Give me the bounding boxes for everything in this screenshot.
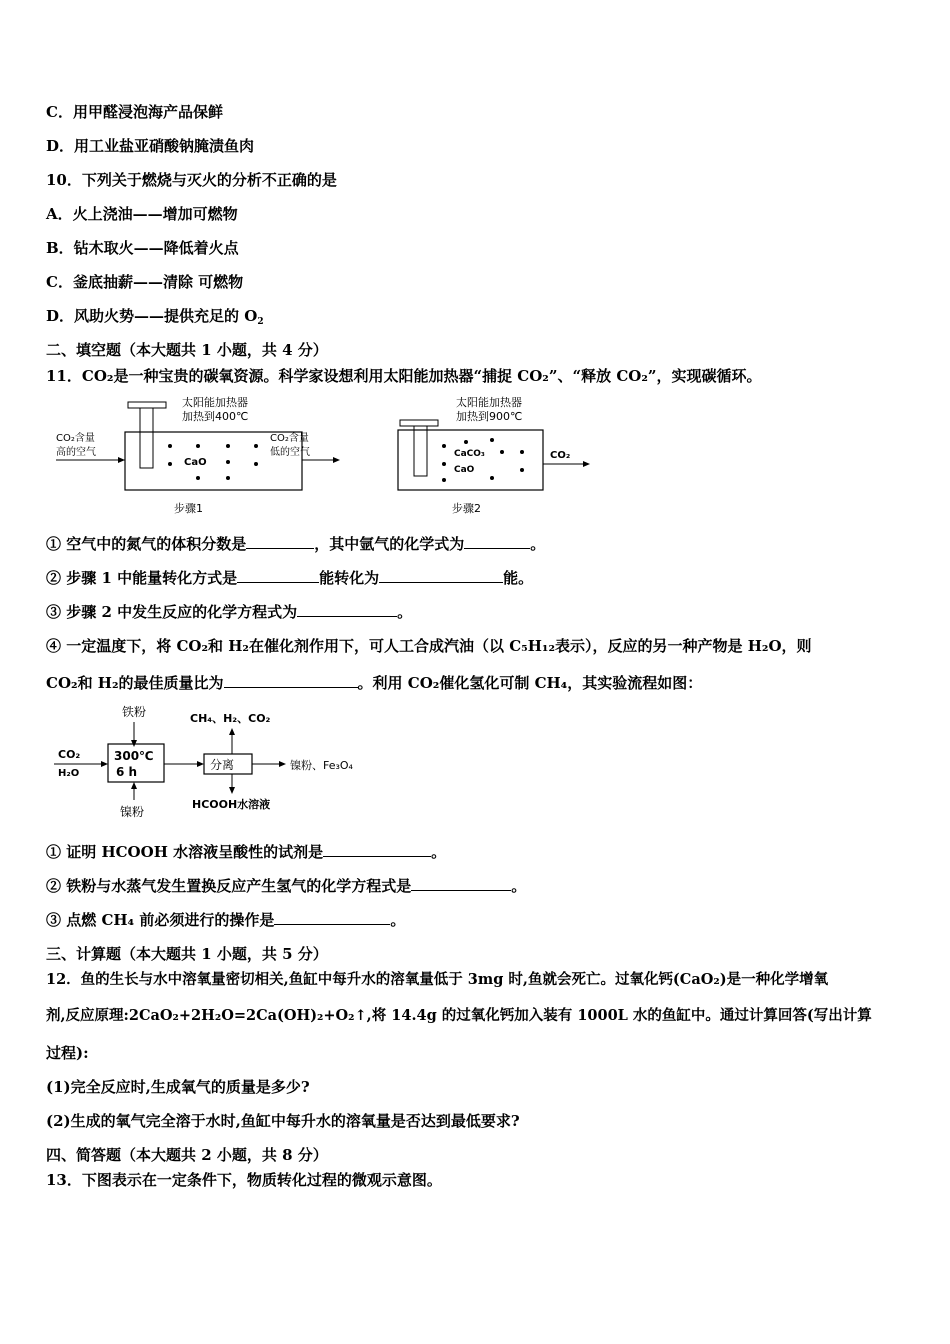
q10-stem: 10．下列关于燃烧与灭火的分析不正确的是 <box>46 171 337 189</box>
q11-flow-sub3: ③ 点燃 CH₄ 前必须进行的操作是 。 <box>46 911 406 929</box>
step2-heater-rod <box>414 426 427 476</box>
step2-figure <box>396 394 606 520</box>
step1-caption: 步骤1 <box>174 502 203 515</box>
step1-cao-label: CaO <box>184 457 207 468</box>
step1-heater-label: 太阳能加热器 <box>182 396 248 409</box>
q10-option-a: A．火上浇油——增加可燃物 <box>46 205 238 223</box>
answer-blank[interactable] <box>237 568 319 583</box>
gas-products-label: CH₄、H₂、CO₂ <box>190 712 271 725</box>
separator-label: 分离 <box>210 758 235 772</box>
q11-sub3: ③ 步骤 2 中发生反应的化学方程式为 。 <box>46 603 413 621</box>
q12-line2: 剂,反应原理:2CaO₂+2H₂O=2Ca(OH)₂+O₂↑,将 14.4g 的过氧化钙加入装有 1000L 水的鱼缸中。通过计算回答(写出计算 <box>46 1007 872 1024</box>
iron-powder-label: 铁粉 <box>122 705 147 719</box>
step2-cao-label: CaO <box>454 465 475 475</box>
step2-caco3-label: CaCO₃ <box>454 449 485 459</box>
answer-blank[interactable] <box>464 534 530 549</box>
step2-caption: 步骤2 <box>452 502 481 515</box>
solid-products-label: 镍粉、Fe₃O₄ <box>290 759 353 772</box>
answer-blank[interactable] <box>297 602 397 617</box>
step2-particles <box>442 438 524 482</box>
reactor-time: 6 h <box>116 765 138 779</box>
h2o-input-label: H₂O <box>58 768 80 779</box>
q11-sub4-line1: ④ 一定温度下，将 CO₂和 H₂在催化剂作用下，可人工合成汽油（以 C₅H₁₂表示），反应的另一种产物是 H₂O，则 <box>46 637 812 655</box>
section-calculation-heading: 三、计算题（本大题共 1 小题，共 5 分） <box>46 945 328 963</box>
step1-output-label-2: 低的空气 <box>270 447 310 458</box>
q11-sub2: ② 步骤 1 中能量转化方式是 能转化为 能。 <box>46 569 534 587</box>
q11-flow-sub1: ① 证明 HCOOH 水溶液呈酸性的试剂是 。 <box>46 843 447 861</box>
q10-option-b: B．钻木取火——降低着火点 <box>46 239 239 257</box>
q11-sub4-line2: CO₂和 H₂的最佳质量比为 。利用 CO₂催化氢化可制 CH₄，其实验流程如图： <box>46 674 703 692</box>
answer-blank[interactable] <box>246 534 314 549</box>
q12-line1: 12．鱼的生长与水中溶氧量密切相关,鱼缸中每升水的溶氧量低于 3mg 时,鱼就会死亡。过氧化钙(CaO₂)是一种化学增氧 <box>46 971 829 988</box>
step1-figure <box>52 394 352 520</box>
q12-line3: 过程): <box>46 1044 89 1062</box>
q12-sub2: (2)生成的氧气完全溶于水时,鱼缸中每升水的溶氧量是否达到最低要求? <box>46 1112 520 1130</box>
step1-input-label-1: CO₂含量 <box>56 433 95 444</box>
step1-heater-plate <box>128 402 166 408</box>
q9-option-c: C．用甲醛浸泡海产品保鲜 <box>46 103 223 121</box>
section-fill-in-heading: 二、填空题（本大题共 1 小题，共 4 分） <box>46 341 328 359</box>
answer-blank[interactable] <box>323 842 431 857</box>
step1-heater-rod <box>140 408 153 468</box>
step1-temperature-label: 加热到400℃ <box>182 410 249 423</box>
q9-option-d: D．用工业盐亚硝酸钠腌渍鱼肉 <box>46 137 255 155</box>
answer-blank[interactable] <box>379 568 503 583</box>
step1-particles <box>168 444 258 480</box>
step2-container <box>398 430 543 490</box>
step2-output-label: CO₂ <box>550 450 571 461</box>
q11-sub1: ① 空气中的氮气的体积分数是 ，其中氩气的化学式为 。 <box>46 535 546 553</box>
step2-heater-plate <box>400 420 438 426</box>
answer-blank[interactable] <box>411 876 511 891</box>
nickel-powder-label: 镍粉 <box>120 805 145 819</box>
q13-stem: 13．下图表示在一定条件下，物质转化过程的微观示意图。 <box>46 1171 442 1189</box>
step1-input-label-2: 高的空气 <box>56 447 96 458</box>
q10-option-d: D．风助火势——提供充足的 $O_2$ <box>46 307 264 327</box>
answer-blank[interactable] <box>224 673 358 688</box>
section-short-answer-heading: 四、简答题（本大题共 2 小题，共 8 分） <box>46 1146 328 1164</box>
step1-output-label-1: CO₂含量 <box>270 433 309 444</box>
q10-option-c: C．釜底抽薪——清除 可燃物 <box>46 273 244 291</box>
answer-blank[interactable] <box>274 910 390 925</box>
formic-acid-solution-label: HCOOH水溶液 <box>192 798 271 811</box>
step2-heater-label: 太阳能加热器 <box>456 396 522 409</box>
q11-stem: 11．CO₂是一种宝贵的碳氧资源。科学家设想利用太阳能加热器“捕捉 CO₂”、“释放 CO₂”，实现碳循环。 <box>46 367 762 385</box>
ch4-flow-chart <box>50 702 410 822</box>
q12-sub1: (1)完全反应时,生成氧气的质量是多少? <box>46 1078 310 1096</box>
reactor-temperature: 300℃ <box>114 749 154 763</box>
step2-temperature-label: 加热到900℃ <box>456 410 523 423</box>
co2-input-label: CO₂ <box>58 748 81 761</box>
q11-flow-sub2: ② 铁粉与水蒸气发生置换反应产生氢气的化学方程式是 。 <box>46 877 527 895</box>
